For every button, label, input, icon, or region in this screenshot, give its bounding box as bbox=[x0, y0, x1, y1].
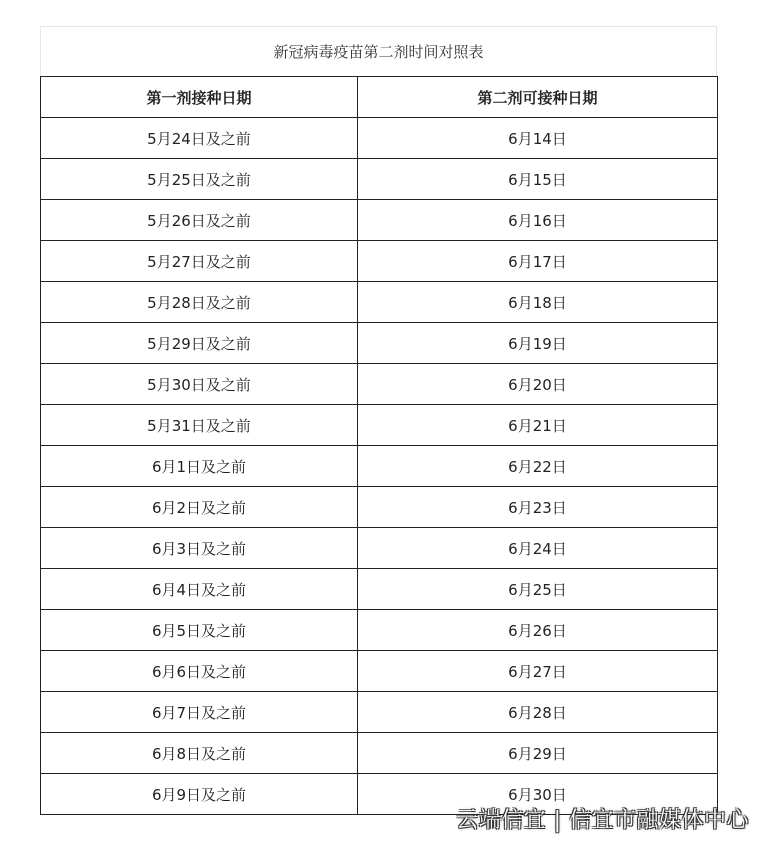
table-row bbox=[41, 159, 718, 200]
second-dose-date-cell: 6月29日 bbox=[358, 733, 718, 774]
schedule-table-container bbox=[40, 26, 717, 815]
second-dose-date-cell: 6月14日 bbox=[358, 118, 718, 159]
table-row bbox=[41, 282, 718, 323]
first-dose-date-cell: 6月8日及之前 bbox=[41, 733, 358, 774]
second-dose-date-cell: 6月17日 bbox=[358, 241, 718, 282]
second-dose-date-cell: 6月25日 bbox=[358, 569, 718, 610]
second-dose-date-cell: 6月18日 bbox=[358, 282, 718, 323]
first-dose-date-cell: 6月9日及之前 bbox=[41, 774, 358, 815]
second-dose-date-cell: 6月23日 bbox=[358, 487, 718, 528]
first-dose-date-cell: 6月3日及之前 bbox=[41, 528, 358, 569]
first-dose-date-cell: 5月25日及之前 bbox=[41, 159, 358, 200]
second-dose-date-cell: 6月24日 bbox=[358, 528, 718, 569]
first-dose-date-cell: 5月27日及之前 bbox=[41, 241, 358, 282]
second-dose-date-cell: 6月20日 bbox=[358, 364, 718, 405]
first-dose-date-cell: 6月2日及之前 bbox=[41, 487, 358, 528]
table-row bbox=[41, 446, 718, 487]
table-row bbox=[41, 364, 718, 405]
first-dose-date-cell: 5月31日及之前 bbox=[41, 405, 358, 446]
second-dose-date-cell: 6月26日 bbox=[358, 610, 718, 651]
first-dose-date-cell: 5月24日及之前 bbox=[41, 118, 358, 159]
second-dose-date-cell: 6月16日 bbox=[358, 200, 718, 241]
source-watermark: 云端信宜 | 信宜市融媒体中心 bbox=[456, 808, 749, 833]
second-dose-date-cell: 6月30日 bbox=[358, 774, 718, 815]
first-dose-date-cell: 6月1日及之前 bbox=[41, 446, 358, 487]
table-row bbox=[41, 569, 718, 610]
first-dose-date-cell: 6月4日及之前 bbox=[41, 569, 358, 610]
second-dose-date-cell: 6月28日 bbox=[358, 692, 718, 733]
table-title: 新冠病毒疫苗第二剂时间对照表 bbox=[40, 26, 717, 76]
table-row bbox=[41, 487, 718, 528]
table-row bbox=[41, 733, 718, 774]
table-row bbox=[41, 528, 718, 569]
table-row bbox=[41, 241, 718, 282]
first-dose-date-cell: 6月5日及之前 bbox=[41, 610, 358, 651]
second-dose-date-cell: 6月22日 bbox=[358, 446, 718, 487]
first-dose-date-cell: 6月6日及之前 bbox=[41, 651, 358, 692]
column-header-first-dose: 第一剂接种日期 bbox=[41, 77, 358, 118]
first-dose-date-cell: 5月28日及之前 bbox=[41, 282, 358, 323]
table-body bbox=[41, 118, 718, 815]
table-row bbox=[41, 118, 718, 159]
column-header-second-dose: 第二剂可接种日期 bbox=[358, 77, 718, 118]
table-row bbox=[41, 651, 718, 692]
table-row bbox=[41, 200, 718, 241]
second-dose-date-cell: 6月15日 bbox=[358, 159, 718, 200]
table-row bbox=[41, 610, 718, 651]
first-dose-date-cell: 5月30日及之前 bbox=[41, 364, 358, 405]
first-dose-date-cell: 5月26日及之前 bbox=[41, 200, 358, 241]
table-row bbox=[41, 692, 718, 733]
vaccine-schedule-table bbox=[40, 76, 718, 815]
first-dose-date-cell: 5月29日及之前 bbox=[41, 323, 358, 364]
table-row bbox=[41, 405, 718, 446]
second-dose-date-cell: 6月27日 bbox=[358, 651, 718, 692]
first-dose-date-cell: 6月7日及之前 bbox=[41, 692, 358, 733]
second-dose-date-cell: 6月19日 bbox=[358, 323, 718, 364]
table-header-row bbox=[41, 77, 718, 118]
table-row bbox=[41, 323, 718, 364]
second-dose-date-cell: 6月21日 bbox=[358, 405, 718, 446]
